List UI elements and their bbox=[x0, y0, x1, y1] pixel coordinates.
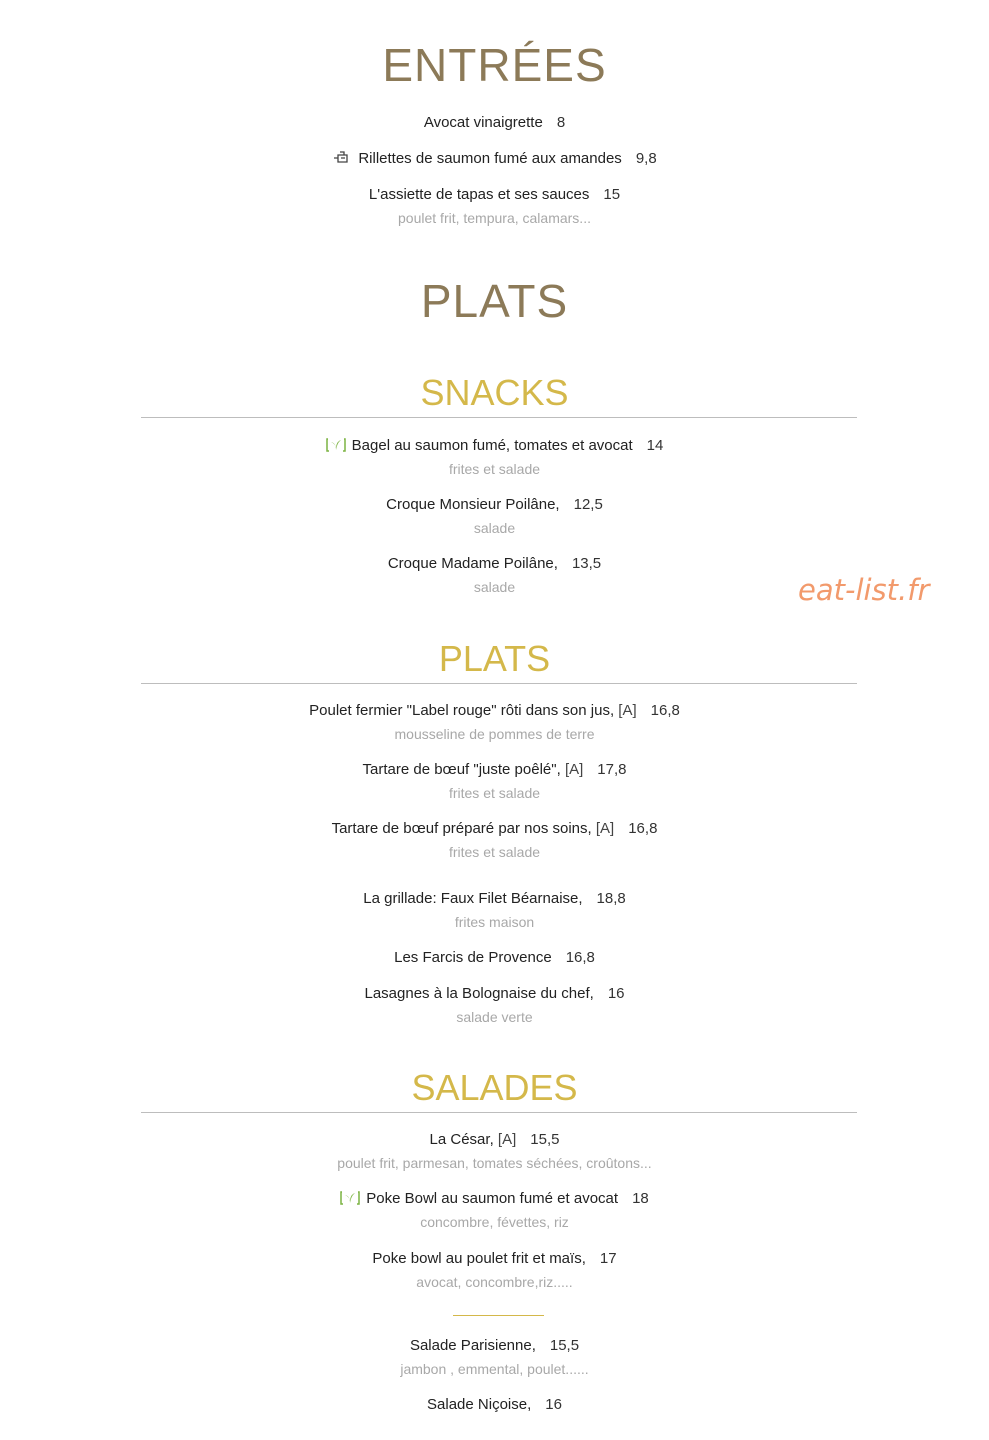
item-price: 12,5 bbox=[573, 496, 603, 513]
item-price: 17,8 bbox=[597, 761, 627, 778]
section-divider bbox=[141, 683, 857, 684]
item-name: Salade Parisienne, bbox=[409, 1337, 536, 1354]
item-name: Avocat vinaigrette bbox=[423, 114, 543, 131]
item-name: Tartare de bœuf "juste poêlé", bbox=[362, 761, 561, 778]
item-price: 16,8 bbox=[628, 820, 658, 837]
plats-subtitle: PLATS bbox=[438, 638, 551, 679]
item-name: Croque Madame Poilâne, bbox=[387, 555, 558, 572]
item-name: Poulet fermier "Label rouge" rôti dans son jus, bbox=[309, 702, 615, 719]
item-description: jambon , emmental, poulet...... bbox=[400, 1361, 589, 1377]
section-divider bbox=[141, 1112, 857, 1113]
item-name: Les Farcis de Provence bbox=[394, 949, 552, 966]
item-name: La César, bbox=[429, 1131, 494, 1148]
item-tag: [A] bbox=[497, 1131, 517, 1148]
section-divider bbox=[141, 417, 857, 418]
item-price: 15,5 bbox=[530, 1131, 560, 1148]
menu-item bbox=[0, 890, 989, 908]
item-description: concombre, févettes, riz bbox=[420, 1214, 569, 1230]
item-description: salade bbox=[473, 520, 516, 536]
item-name: La grillade: Faux Filet Béarnaise, bbox=[363, 890, 583, 907]
item-description: poulet frit, parmesan, tomates séchées, croûtons... bbox=[337, 1155, 652, 1171]
item-description: avocat, concombre,riz..... bbox=[416, 1274, 573, 1290]
menu-item bbox=[0, 1396, 989, 1414]
item-price: 18 bbox=[632, 1190, 649, 1207]
plats-title: PLATS bbox=[420, 275, 569, 327]
menu-item bbox=[0, 1131, 989, 1149]
menu-item bbox=[0, 1250, 989, 1268]
item-description: salade verte bbox=[456, 1009, 533, 1025]
item-tag: [A] bbox=[595, 820, 615, 837]
item-name: Bagel au saumon fumé, tomates et avocat bbox=[351, 437, 633, 454]
menu-item bbox=[0, 186, 989, 204]
item-name: Croque Monsieur Poilâne, bbox=[386, 496, 560, 513]
item-description: mousseline de pommes de terre bbox=[394, 726, 595, 742]
menu-item bbox=[0, 114, 989, 132]
item-description: poulet frit, tempura, calamars... bbox=[398, 210, 591, 226]
leaf-icon bbox=[340, 1190, 360, 1206]
item-name: Lasagnes à la Bolognaise du chef, bbox=[364, 985, 594, 1002]
item-tag: [A] bbox=[564, 761, 584, 778]
item-price: 16 bbox=[545, 1396, 562, 1413]
fish-icon bbox=[332, 151, 350, 165]
item-tag: [A] bbox=[618, 702, 637, 719]
menu-item bbox=[0, 820, 989, 838]
menu-item bbox=[0, 761, 989, 779]
item-price: 9,8 bbox=[635, 150, 657, 167]
item-name: Tartare de bœuf préparé par nos soins, bbox=[331, 820, 592, 837]
item-description: frites et salade bbox=[448, 461, 541, 477]
watermark: eat-list.fr bbox=[798, 573, 930, 607]
leaf-icon bbox=[326, 437, 346, 453]
salades-title: SALADES bbox=[411, 1067, 578, 1108]
item-price: 16,8 bbox=[650, 702, 680, 719]
item-price: 14 bbox=[646, 437, 664, 454]
item-name: Poke Bowl au saumon fumé et avocat bbox=[366, 1190, 619, 1207]
menu-item bbox=[0, 1190, 989, 1208]
menu-item bbox=[0, 985, 989, 1003]
item-price: 16,8 bbox=[565, 949, 595, 966]
item-price: 16 bbox=[607, 985, 625, 1002]
menu-item bbox=[0, 702, 989, 720]
item-description: frites et salade bbox=[448, 785, 541, 801]
menu-item bbox=[0, 437, 989, 455]
item-price: 13,5 bbox=[571, 555, 602, 572]
entrees-title: ENTRÉES bbox=[382, 39, 607, 91]
menu-item bbox=[0, 1337, 989, 1355]
menu-item bbox=[0, 555, 989, 573]
menu-item bbox=[0, 496, 989, 514]
menu-item bbox=[0, 949, 989, 967]
item-description: frites et salade bbox=[448, 844, 541, 860]
gold-divider bbox=[453, 1315, 544, 1316]
item-price: 8 bbox=[556, 114, 566, 131]
item-price: 18,8 bbox=[596, 890, 626, 907]
item-price: 15,5 bbox=[549, 1337, 580, 1354]
item-name: Rillettes de saumon fumé aux amandes bbox=[358, 150, 622, 167]
item-description: frites maison bbox=[454, 914, 535, 930]
item-price: 15 bbox=[603, 186, 621, 203]
item-name: Poke bowl au poulet frit et maïs, bbox=[372, 1250, 586, 1267]
menu-item bbox=[0, 150, 989, 168]
item-name: Salade Niçoise, bbox=[427, 1396, 532, 1413]
item-price: 17 bbox=[599, 1250, 617, 1267]
item-description: salade bbox=[473, 579, 516, 595]
snacks-title: SNACKS bbox=[420, 372, 569, 413]
item-name: L'assiette de tapas et ses sauces bbox=[368, 186, 590, 203]
